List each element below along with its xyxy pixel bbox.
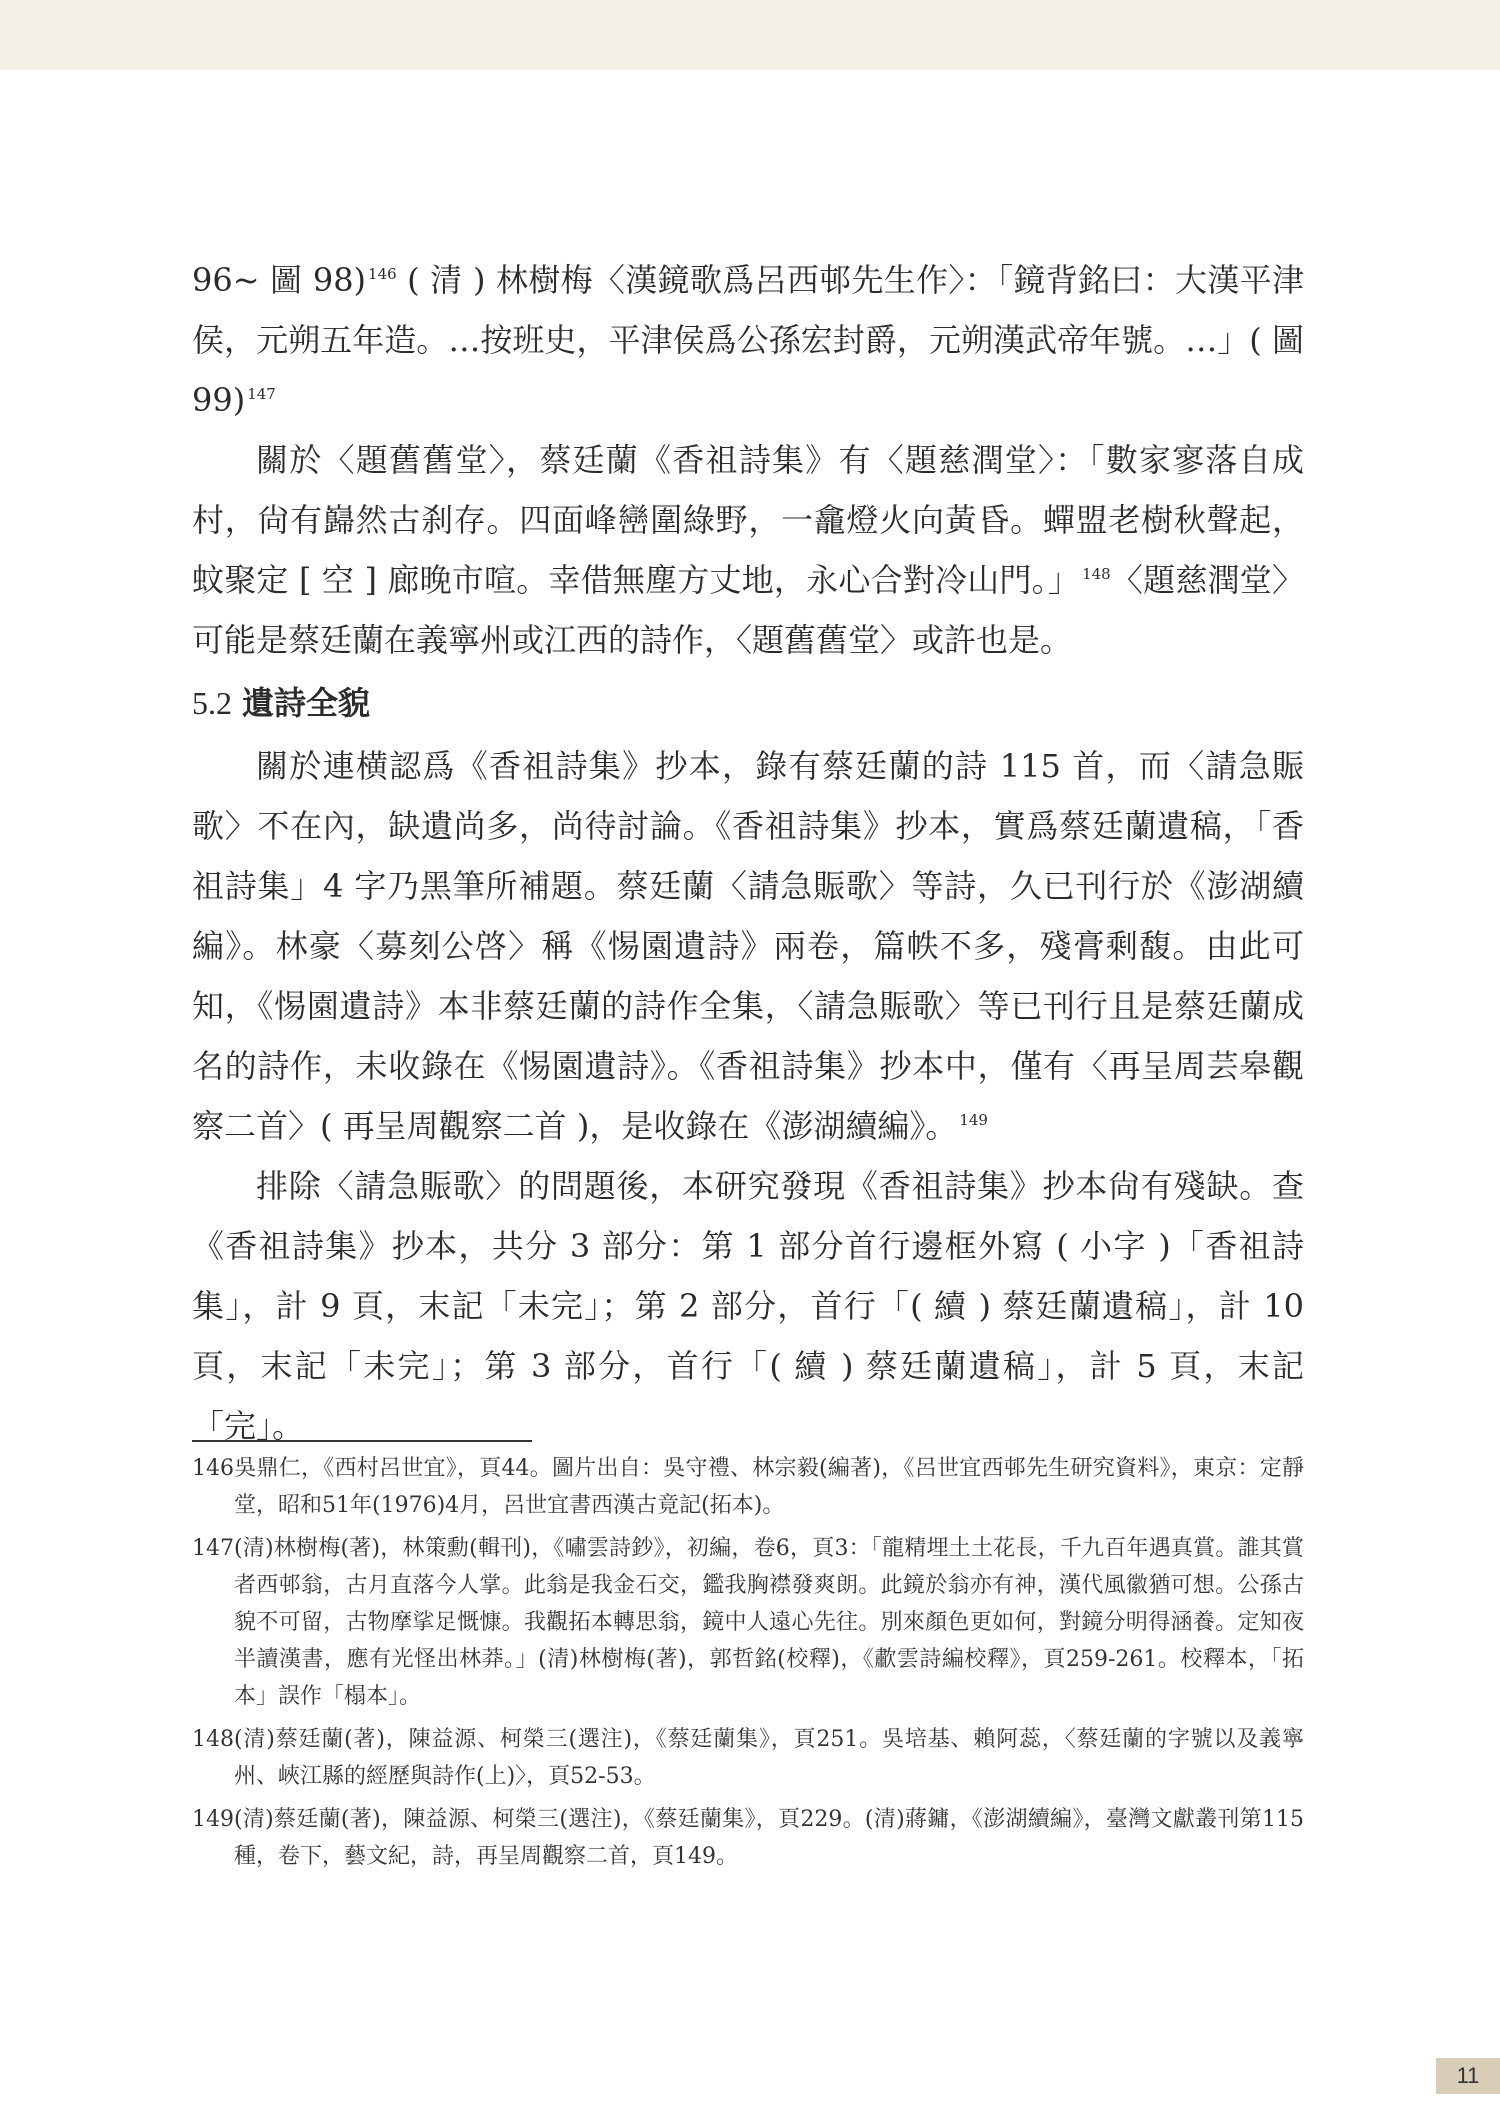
footnotes xyxy=(192,1450,1304,1881)
page-number: 11 xyxy=(1436,2058,1500,2094)
section-number: 5.2 xyxy=(192,685,232,721)
footnote-number: 148 xyxy=(192,1727,234,1752)
paragraph-1 xyxy=(192,250,1304,430)
paragraph-4 xyxy=(192,1156,1304,1456)
footnote-148 xyxy=(192,1721,1304,1795)
footnote-divider xyxy=(192,1440,532,1442)
paragraph-3 xyxy=(192,736,1304,1156)
footnote-number: 146 xyxy=(192,1456,234,1481)
footnote-149 xyxy=(192,1801,1304,1875)
footnote-ref-148[interactable]: 148 xyxy=(1082,565,1111,584)
footnote-text: 吳鼎仁，《西村呂世宜》，頁44。圖片出自：吳守禮、林宗毅(編著)，《呂世宜西邨先生研究資料》，東京：定靜堂，昭和51年(1976)4月，呂世宜書西漢古竟記(拓本)。 xyxy=(234,1456,1304,1518)
footnote-ref-149[interactable]: 149 xyxy=(959,1111,988,1130)
footnote-147 xyxy=(192,1530,1304,1715)
paragraph-2-text-a: 關於〈題舊舊堂〉，蔡廷蘭《香祖詩集》有〈題慈潤堂〉：「數家寥落自成村，尙有巋然古刹存。四面峰巒圍綠野，一龕燈火向黃昏。蟬盟老樹秋聲起，蚊聚定 [ 空 ] 廊晚市喧。幸借無塵方丈地，永心合對冷山門。」 xyxy=(192,441,1304,599)
main-text xyxy=(192,250,1304,1456)
paragraph-1-text-b: ( 清 ) 林樹梅〈漢鏡歌爲呂西邨先生作〉：「鏡背銘曰：大漢平津侯，元朔五年造。…按班史，平津侯爲公孫宏封爵，元朔漢武帝年號。…」( 圖 99) xyxy=(192,261,1304,419)
paragraph-2 xyxy=(192,430,1304,670)
top-band xyxy=(0,0,1500,70)
paragraph-4-text: 排除〈請急賑歌〉的問題後，本研究發現《香祖詩集》抄本尙有殘缺。查《香祖詩集》抄本，共分 3 部分：第 1 部分首行邊框外寫 ( 小字 )「香祖詩集」，計 9 頁，末記「未完」；第 2 部分，首行「( 續 ) 蔡廷蘭遺稿」，計 10 頁，末記「未完」；第 3 部分，首行「( 續 ) 蔡廷蘭遺稿」，計 5 頁，末記「完」。 xyxy=(192,1167,1304,1445)
paragraph-3-text: 關於連横認爲《香祖詩集》抄本，錄有蔡廷蘭的詩 115 首，而〈請急賑歌〉不在內，缺遺尚多，尚待討論。《香祖詩集》抄本，實爲蔡廷蘭遺稿，「香祖詩集」4 字乃黑筆所補題。蔡廷蘭〈請急賑歌〉等詩，久已刊行於《澎湖續編》。林豪〈募刻公啓〉稱《惕園遺詩》兩卷，篇帙不多，殘膏剩馥。由此可知，《惕園遺詩》本非蔡廷蘭的詩作全集，〈請急賑歌〉等已刊行且是蔡廷蘭成名的詩作，未收錄在《惕園遺詩》。《香祖詩集》抄本中，僅有〈再呈周芸皋觀察二首〉( 再呈周觀察二首 )，是收錄在《澎湖續編》。 xyxy=(192,747,1304,1145)
section-title: 遺詩全貌 xyxy=(242,684,371,722)
section-heading xyxy=(192,674,1304,732)
footnote-ref-146[interactable]: 146 xyxy=(368,265,397,284)
footnote-ref-147[interactable]: 147 xyxy=(247,385,276,404)
footnote-text: (清)林樹梅(著)，林策勳(輯刊)，《嘯雲詩鈔》，初編，卷6，頁3：「龍精埋土土花長，千九百年遇真賞。誰其賞者西邨翁，古月直落今人掌。此翁是我金石交，鑑我胸襟發爽朗。此鏡於翁亦有神，漢代風徽猶可想。公孫古貌不可留，古物摩挲足慨慷。我觀拓本轉思翁，鏡中人遠心先往。別來顏色更如何，對鏡分明得涵養。定知夜半讀漢書，應有光怪出林莽。」(清)林樹梅(著)，郭哲銘(校釋)，《歗雲詩編校釋》，頁259-261。校釋本，「拓本」誤作「榻本」。 xyxy=(234,1536,1304,1709)
footnote-text: (清)蔡廷蘭(著)，陳益源、柯榮三(選注)，《蔡廷蘭集》，頁251。吳培基、賴阿蕊，〈蔡廷蘭的字號以及義寧州、峽江縣的經歷與詩作(上)〉，頁52-53。 xyxy=(234,1727,1304,1789)
footnote-number: 149 xyxy=(192,1807,234,1832)
paragraph-2-text-b: 〈題慈潤堂〉可能是蔡廷蘭在義寧州或江西的詩作，〈題舊舊堂〉或許也是。 xyxy=(192,561,1304,659)
paragraph-1-text-a: 96~ 圖 98) xyxy=(192,261,367,299)
footnote-number: 147 xyxy=(192,1536,234,1561)
footnote-text: (清)蔡廷蘭(著)，陳益源、柯榮三(選注)，《蔡廷蘭集》，頁229。(清)蔣鏞，《澎湖續編》，臺灣文獻叢刊第115種，卷下，藝文紀，詩，再呈周觀察二首，頁149。 xyxy=(234,1807,1304,1869)
footnote-146 xyxy=(192,1450,1304,1524)
